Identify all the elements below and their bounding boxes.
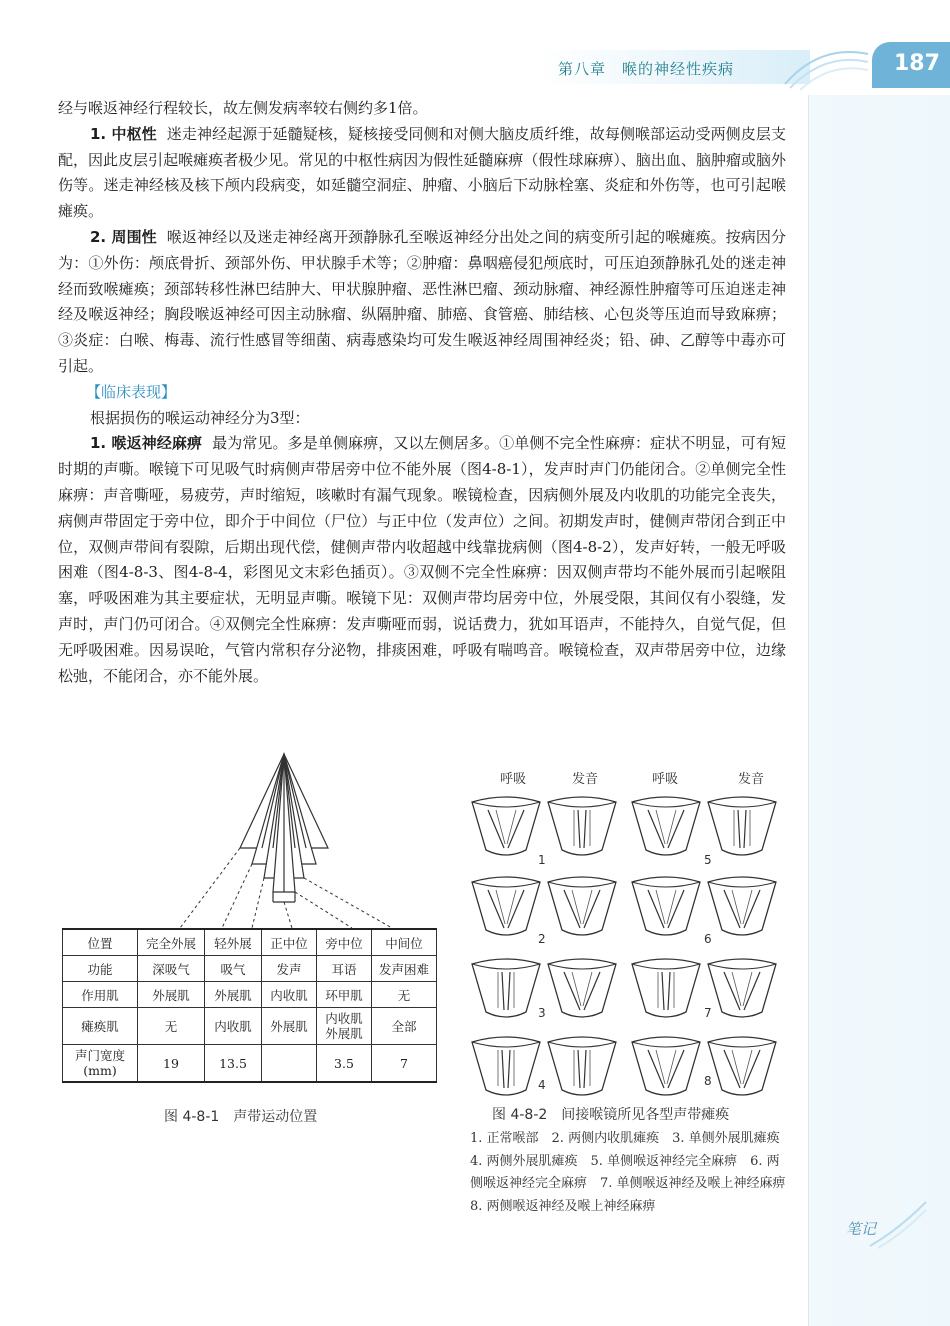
table-cell: 环甲肌	[317, 982, 372, 1008]
table-cell: 瘫痪肌	[63, 1008, 138, 1045]
term-central: 1. 中枢性	[90, 124, 157, 143]
table-row	[63, 982, 437, 1008]
table-row	[63, 956, 437, 982]
term-recurrent: 1. 喉返神经麻痹	[90, 434, 203, 453]
laryngoscope-panels	[466, 792, 796, 1102]
panel-number: 2	[538, 932, 546, 946]
table-cell: 全部	[372, 1008, 437, 1045]
panel-number: 1	[538, 853, 546, 867]
page-number: 187	[894, 51, 940, 76]
panel-number: 5	[704, 853, 712, 867]
table-cell	[262, 1045, 317, 1083]
table-row	[63, 1045, 437, 1083]
column-label: 发音	[572, 772, 599, 787]
pen-stroke-icon	[868, 1200, 928, 1250]
table-cell: 外展肌	[262, 1008, 317, 1045]
table-cell: 19	[138, 1045, 205, 1083]
table-cell: 吸气	[205, 956, 262, 982]
figure-vocal-cord-positions	[62, 752, 442, 1092]
table-cell: 无	[138, 1008, 205, 1045]
table-header-cell: 正中位	[262, 929, 317, 956]
paragraph-central-text: 迷走神经起源于延髓疑核，疑核接受同侧和对侧大脑皮质纤维，故每侧喉部运动受两侧皮层支配，因此皮层引起喉瘫痪者极少见。常见的中枢性病因为假性延髓麻痹（假性球麻痹）、脑出血、脑肿瘤或脑外伤等。迷走神经核及核下颅内段病变，如延髓空洞症、肿瘤、小脑后下动脉栓塞、炎症和外伤等，也可引起喉瘫痪。	[58, 124, 786, 221]
figure1-caption: 图 4-8-1 声带运动位置	[164, 1109, 318, 1125]
panel-number: 4	[538, 1078, 546, 1092]
swirl-ornament-icon	[780, 44, 870, 94]
column-label: 呼吸	[652, 772, 679, 787]
panel-number: 7	[704, 1006, 712, 1020]
section-heading: 【临床表现】	[86, 382, 177, 401]
table-cell: 深吸气	[138, 956, 205, 982]
paragraph-recurrent-text: 最为常见。多是单侧麻痹，又以左侧居多。①单侧不完全性麻痹：症状不明显，可有短时期的声嘶。喉镜下可见吸气时病侧声带居旁中位不能外展（图4-8-1），发声时声门仍能闭合。②单侧完全性麻痹：声音嘶哑，易疲劳，声时缩短，咳嗽时有漏气现象。喉镜检查，因病侧外展及内收肌的功能完全丧失，病侧声带固定于旁中位，即介于中间位（尸位）与正中位（发声位）之间。初期发声时，健侧声带闭合到正中位，双侧声带间有裂隙，后期出现代偿，健侧声带内收超越中线靠拢病侧（图4-8-2），发声好转，一般无呼吸困难（图4-8-3、图4-8-4，彩图见文末彩色插页）。③双侧不完全性麻痹：因双侧声带均不能外展而引起喉阻塞，呼吸困难为其主要症状，无明显声嘶。喉镜下见：双侧声带均居旁中位，外展受限，其间仅有小裂缝，发声时，声门仍可闭合。④双侧完全性麻痹：发声嘶哑而弱，说话费力，犹如耳语声，不能持久，自觉气促，但无呼吸困难。因易误呛，气管内常积存分泌物，排痰困难，呼吸有喘鸣音。喉镜检查，双声带居旁中位，边缘松弛，不能闭合，亦不能外展。	[58, 434, 787, 685]
panel-number: 8	[704, 1074, 712, 1088]
panel-number: 6	[704, 932, 712, 946]
column-label: 发音	[738, 772, 765, 787]
notes-label: 笔记	[846, 1220, 877, 1238]
table-header-cell: 中间位	[372, 929, 437, 956]
table-header-cell: 轻外展	[205, 929, 262, 956]
paragraph-central	[58, 122, 786, 225]
notes-margin	[808, 95, 950, 1326]
table-cell: 3.5	[317, 1045, 372, 1083]
figure2-legend: 1. 正常喉部 2. 两侧内收肌瘫痪 3. 单侧外展肌瘫痪 4. 两侧外展肌瘫痪 5. 单侧喉返神经完全麻痹 6. 两侧喉返神经完全麻痹 7. 单侧喉返神经及喉上神经麻痹 8. 两侧喉返神经及喉上神经麻痹	[470, 1131, 799, 1214]
table-cell: 内收肌 外展肌	[317, 1008, 372, 1045]
table-header-cell: 完全外展	[138, 929, 205, 956]
column-label: 呼吸	[500, 772, 527, 787]
table-cell: 功能	[63, 956, 138, 982]
panel-number: 3	[538, 1006, 546, 1020]
table-cell: 无	[372, 982, 437, 1008]
paragraph-continuation: 经与喉返神经行程较长，故左侧发病率较右侧约多1倍。	[58, 99, 428, 117]
body-text-upper	[58, 96, 786, 689]
table-cell: 内收肌	[205, 1008, 262, 1045]
table-cell: 声门宽度 (mm)	[63, 1045, 138, 1083]
table-cell: 耳语	[317, 956, 372, 982]
table-header-cell: 位置	[63, 929, 138, 956]
table-header-cell: 旁中位	[317, 929, 372, 956]
table-cell: 发声	[262, 956, 317, 982]
paragraph-peripheral-text: 喉返神经以及迷走神经离开颈静脉孔至喉返神经分出处之间的病变所引起的喉瘫痪。按病因分为：①外伤：颅底骨折、颈部外伤、甲状腺手术等；②肿瘤：鼻咽癌侵犯颅底时，可压迫颈静脉孔处的迷走神经而致喉瘫痪；颈部转移性淋巴结肿大、甲状腺肿瘤、恶性淋巴瘤、颈动脉瘤、神经源性肿瘤等可压迫迷走神经及喉返神经；胸段喉返神经可因主动脉瘤、纵隔肿瘤、肺癌、食管癌、肺结核、心包炎等压迫而导致麻痹；③炎症：白喉、梅毒、流行性感冒等细菌、病毒感染均可发生喉返神经周围神经炎；铅、砷、乙醇等中毒亦可引起。	[58, 227, 786, 375]
table-cell: 内收肌	[262, 982, 317, 1008]
term-peripheral: 2. 周围性	[90, 227, 157, 246]
table-cell: 13.5	[205, 1045, 262, 1083]
table-cell: 作用肌	[63, 982, 138, 1008]
table-cell: 发声困难	[372, 956, 437, 982]
vocal-cord-fan-diagram	[62, 752, 442, 932]
paragraph-peripheral	[58, 225, 786, 380]
table-cell: 外展肌	[138, 982, 205, 1008]
vocal-position-table	[62, 928, 437, 1083]
table-cell: 7	[372, 1045, 437, 1083]
table-row	[63, 1008, 437, 1045]
paragraph-types: 根据损伤的喉运动神经分为3型：	[90, 408, 310, 427]
chapter-title: 第八章 喉的神经性疾病	[558, 60, 735, 78]
paragraph-recurrent	[58, 431, 786, 689]
figure-laryngoscope-views	[466, 768, 796, 1098]
figure2-caption: 图 4-8-2 间接喉镜所见各型声带瘫痪	[492, 1107, 730, 1123]
table-cell: 外展肌	[205, 982, 262, 1008]
table-header-row	[63, 929, 437, 956]
